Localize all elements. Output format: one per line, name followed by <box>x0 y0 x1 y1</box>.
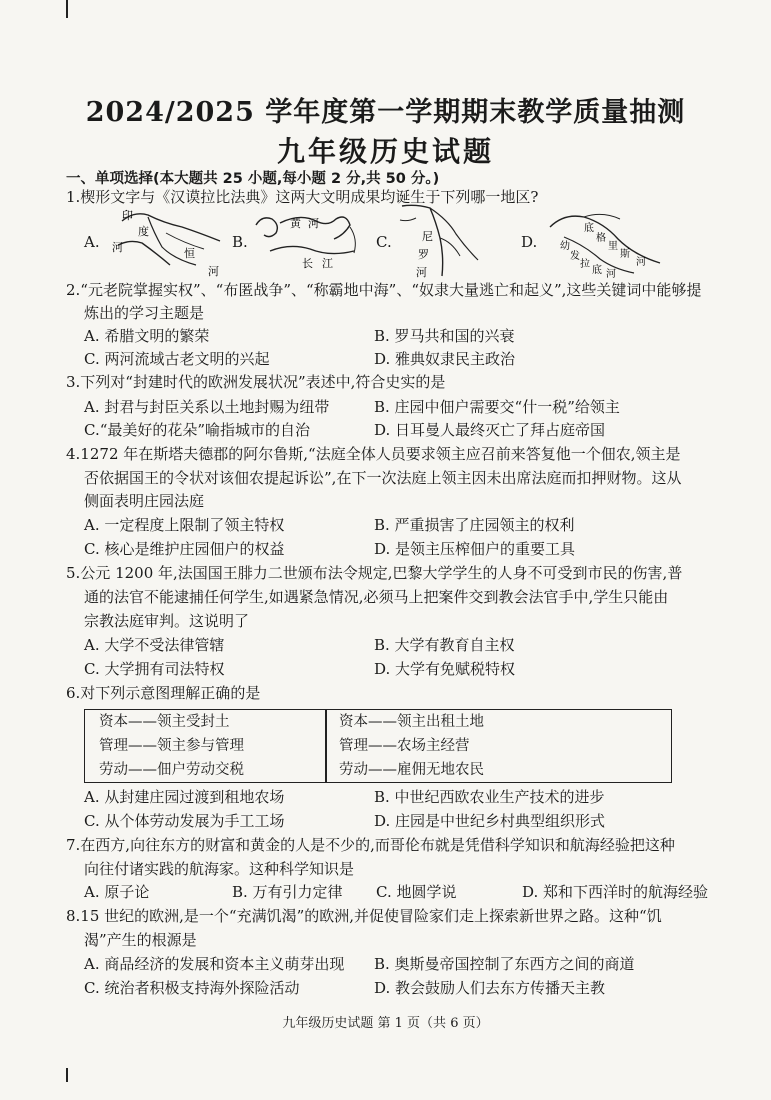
q4-stem-line-1: 4.1272 年在斯塔夫德郡的阿尔鲁斯,“法庭全体人员要求领主应召前来答复他一个佃农,领主是 <box>66 445 681 463</box>
q5-stem-line-2: 通的法官不能逮捕任何学生,如遇紧急情况,必须马上把案件交到教会法官手中,学生只能由 <box>84 588 669 606</box>
exam-title: 2024/2025 学年度第一学期期末教学质量抽测 <box>85 97 686 128</box>
map-c-label-2: 罗 <box>418 248 429 261</box>
section-heading: 一、单项选择(本大题共 25 小题,每小题 2 分,共 50 分。) <box>66 171 440 187</box>
q2-option-a: A. 希腊文明的繁荣 <box>84 327 210 345</box>
map-a-label-5: 河 <box>208 265 219 278</box>
q3-option-b: B. 庄园中佃户需要交“什一税”给领主 <box>374 398 620 416</box>
q8-option-a: A. 商品经济的发展和资本主义萌芽出现 <box>84 955 345 973</box>
q6-option-a: A. 从封建庄园过渡到租地农场 <box>84 788 285 806</box>
q1-stem: 1.楔形文字与《汉谟拉比法典》这两大文明成果均诞生于下列哪一地区? <box>66 188 539 206</box>
map-a-label-2: 度 <box>138 225 149 238</box>
q7-option-b: B. 万有引力定律 <box>232 883 343 901</box>
q6-left-row-3: 劳动——佃户劳动交税 <box>99 762 244 778</box>
q2-stem-line-2: 炼出的学习主题是 <box>84 304 205 322</box>
q4-stem-line-2: 否依据国王的令状对该佃农提起诉讼”,在下一次法庭上领主因未出席法庭而扣押财物。这从 <box>84 469 682 487</box>
corner-mark-top <box>66 0 68 18</box>
q6-left-row-2: 管理——领主参与管理 <box>99 738 244 754</box>
q5-stem-line-3: 宗教法庭审判。这说明了 <box>84 612 250 630</box>
q2-option-d: D. 雅典奴隶民主政治 <box>374 350 516 368</box>
map-a-label-1: 印 <box>122 209 133 222</box>
exam-subtitle: 九年级历史试题 <box>276 135 494 168</box>
q1-option-c-label: C. <box>376 233 392 251</box>
q4-option-b: B. 严重损害了庄园领主的权利 <box>374 516 575 534</box>
q4-option-a: A. 一定程度上限制了领主特权 <box>84 516 285 534</box>
q8-stem-line-2: 渴”产生的根源是 <box>84 931 197 949</box>
map-d-label-9: 底 <box>592 265 602 276</box>
q8-option-d: D. 教会鼓励人们去东方传播天主教 <box>374 979 606 997</box>
q6-right-row-3: 劳动——雇佣无地农民 <box>339 762 484 778</box>
q3-stem: 3.下列对“封建时代的欧洲发展状况”表述中,符合史实的是 <box>66 373 446 391</box>
q6-left-row-1: 资本——领主受封土 <box>99 714 230 730</box>
q1-map-a <box>104 203 224 278</box>
q6-option-c: C. 从个体劳动发展为手工工场 <box>84 812 285 830</box>
page-footer: 九年级历史试题 第 1 页（共 6 页） <box>282 1016 489 1031</box>
q6-option-b: B. 中世纪西欧农业生产技术的进步 <box>374 788 605 806</box>
q4-option-d: D. 是领主压榨佃户的重要工具 <box>374 540 576 558</box>
q6-option-d: D. 庄园是中世纪乡村典型组织形式 <box>374 812 606 830</box>
map-b-label-1: 黄 <box>290 217 301 230</box>
q4-stem-line-3: 侧面表明庄园法庭 <box>84 492 205 510</box>
q2-option-c: C. 两河流域古老文明的兴起 <box>84 350 270 368</box>
q4-option-c: C. 核心是维护庄园佃户的权益 <box>84 540 285 558</box>
q3-option-a: A. 封君与封臣关系以土地封赐为纽带 <box>84 398 330 416</box>
q8-stem-line-1: 8.15 世纪的欧洲,是一个“充满饥渴”的欧洲,并促使冒险家们走上探索新世界之路。这种“饥 <box>66 907 662 925</box>
q7-stem-line-2: 向往付诸实践的航海家。这种科学知识是 <box>84 860 355 878</box>
map-a-label-3: 河 <box>112 241 123 254</box>
q5-option-a: A. 大学不受法律管辖 <box>84 636 225 654</box>
q7-option-d: D. 郑和下西洋时的航海经验 <box>522 883 709 901</box>
q6-right-row-2: 管理——农场主经营 <box>339 738 470 754</box>
map-d-label-3: 里 <box>608 241 618 252</box>
q7-stem-line-1: 7.在西方,向往东方的财富和黄金的人是不少的,而哥伦布就是凭借科学知识和航海经验把这种 <box>66 836 675 854</box>
q8-option-b: B. 奥斯曼帝国控制了东西方之间的商道 <box>374 955 635 973</box>
map-d-label-1: 底 <box>584 223 594 234</box>
map-a-label-4: 恒 <box>184 247 195 260</box>
q8-option-c: C. 统治者积极支持海外探险活动 <box>84 979 300 997</box>
map-b-label-3: 长 <box>302 257 313 270</box>
map-d-label-4: 斯 <box>620 249 630 260</box>
q7-option-a: A. 原子论 <box>84 883 150 901</box>
q1-map-d <box>544 203 664 278</box>
q6-diagram <box>84 709 672 783</box>
q6-stem: 6.对下列示意图理解正确的是 <box>66 684 261 702</box>
map-b-label-4: 江 <box>322 257 333 270</box>
map-d-label-2: 格 <box>596 233 606 244</box>
q2-stem-line-1: 2.“元老院掌握实权”、“布匿战争”、“称霸地中海”、“奴隶大量逃亡和起义”,这些关键词中能够提 <box>66 281 702 299</box>
map-c-label-3: 河 <box>416 266 427 279</box>
q3-option-c: C.“最美好的花朵”喻指城市的自治 <box>84 421 311 439</box>
map-d-label-8: 拉 <box>580 259 590 270</box>
q5-option-b: B. 大学有教育自主权 <box>374 636 515 654</box>
q5-stem-line-1: 5.公元 1200 年,法国国王腓力二世颁布法令规定,巴黎大学学生的人身不可受到市民的伤害,普 <box>66 564 683 582</box>
map-d-label-5: 河 <box>636 257 646 268</box>
q2-option-b: B. 罗马共和国的兴衰 <box>374 327 515 345</box>
q5-option-d: D. 大学有免赋税特权 <box>374 660 516 678</box>
q6-right-row-1: 资本——领主出租土地 <box>339 714 484 730</box>
q1-option-b-label: B. <box>232 233 248 251</box>
q5-option-c: C. 大学拥有司法特权 <box>84 660 225 678</box>
q1-option-d-label: D. <box>521 233 538 251</box>
q7-option-c: C. 地圆学说 <box>376 883 457 901</box>
map-d-label-10: 河 <box>606 269 616 278</box>
q1-option-a-label: A. <box>84 233 100 251</box>
q3-option-d: D. 日耳曼人最终灭亡了拜占庭帝国 <box>374 421 606 439</box>
q1-map-b <box>250 205 368 275</box>
map-c-label-1: 尼 <box>422 230 433 243</box>
corner-mark-bottom <box>66 1068 68 1082</box>
map-d-label-6: 幼 <box>560 241 570 252</box>
q1-map-c <box>396 200 486 280</box>
q6-diagram-divider <box>325 710 327 782</box>
map-b-label-2: 河 <box>308 217 319 230</box>
map-d-label-7: 发 <box>570 251 580 262</box>
